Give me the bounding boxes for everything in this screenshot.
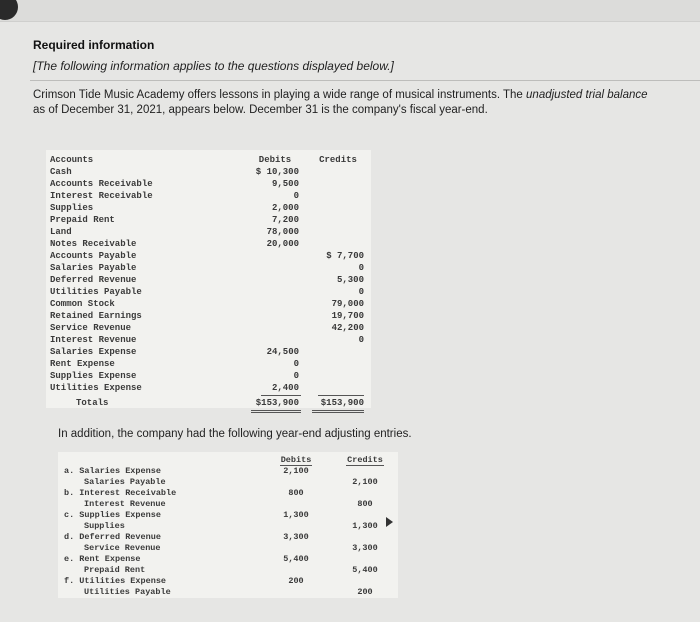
entry-debit: 800: [288, 488, 304, 498]
debits-header: Debits: [258, 155, 292, 165]
divider: [30, 80, 700, 81]
credit-value: 0: [358, 263, 364, 273]
account-name: Deferred Revenue: [50, 275, 137, 285]
debit-value: 20,000: [266, 239, 299, 249]
entry-credit: 1,300: [352, 521, 378, 531]
account-name: Service Revenue: [50, 323, 132, 333]
debit-value: 78,000: [266, 227, 299, 237]
list-item: [58, 565, 398, 576]
entry-account: Interest Revenue: [84, 499, 166, 509]
entry-account: Service Revenue: [84, 543, 161, 553]
entry-credit: 2,100: [352, 477, 378, 487]
account-name: Common Stock: [50, 299, 115, 309]
debit-value: 2,400: [271, 383, 299, 393]
adjusting-entries-intro: In addition, the company had the following year-end adjusting entries.: [58, 428, 412, 440]
intro-line2: as of December 31, 2021, appears below. December 31 is the company's fiscal year-end.: [33, 104, 488, 116]
credit-value: 42,200: [331, 323, 364, 333]
top-toolbar: [0, 0, 700, 22]
double-underline: [312, 412, 364, 413]
mouse-cursor-icon: [386, 517, 393, 527]
entry-account: f. Utilities Expense: [64, 576, 167, 586]
account-name: Salaries Expense: [50, 347, 137, 357]
problem-intro: [33, 88, 698, 118]
totals-credit: $153,900: [320, 398, 364, 408]
debit-value: 0: [293, 371, 299, 381]
entry-credit: 5,400: [352, 565, 378, 575]
account-name: Utilities Payable: [50, 287, 142, 297]
totals-row: [46, 397, 371, 409]
list-item: [58, 466, 398, 477]
accounts-header: Accounts: [50, 155, 94, 165]
table-row: [46, 190, 371, 202]
list-item: [58, 587, 398, 598]
credit-value: 5,300: [336, 275, 364, 285]
table-row: [46, 322, 371, 334]
adj-credits-header: Credits: [347, 455, 383, 465]
debit-value: 0: [293, 191, 299, 201]
account-name: Accounts Receivable: [50, 179, 153, 189]
list-item: [58, 477, 398, 488]
account-name: Interest Revenue: [50, 335, 137, 345]
credits-header: Credits: [319, 155, 357, 165]
intro-line1-emphasis: unadjusted trial balance: [526, 89, 648, 101]
credit-value: 0: [358, 335, 364, 345]
table-row: [46, 226, 371, 238]
account-name: Prepaid Rent: [50, 215, 115, 225]
table-row: [46, 382, 371, 394]
table-row: [46, 298, 371, 310]
account-name: Accounts Payable: [50, 251, 137, 261]
adj-debits-header: Debits: [280, 455, 312, 465]
debit-value: 24,500: [266, 347, 299, 357]
entry-credit: 200: [357, 587, 373, 597]
list-item: [58, 576, 398, 587]
required-info-heading: Required information: [33, 38, 155, 52]
table-row: [46, 274, 371, 286]
entry-account: c. Supplies Expense: [64, 510, 161, 520]
entry-debit: 3,300: [283, 532, 309, 542]
table-row: [46, 178, 371, 190]
table-row: [46, 358, 371, 370]
adjusting-entries: [58, 452, 398, 598]
entry-account: e. Rent Expense: [64, 554, 141, 564]
entry-debit: 5,400: [283, 554, 309, 564]
list-item: [58, 521, 398, 532]
entry-debit: 2,100: [283, 466, 309, 476]
account-name: Salaries Payable: [50, 263, 137, 273]
entry-account: Salaries Payable: [84, 477, 166, 487]
entry-debit: 1,300: [283, 510, 309, 520]
table-row: [46, 370, 371, 382]
account-name: Utilities Expense: [50, 383, 142, 393]
double-underline: [251, 412, 301, 413]
table-row: [46, 286, 371, 298]
info-subheading: [The following information applies to the questions displayed below.]: [33, 59, 394, 73]
header-underline: [346, 465, 384, 466]
debit-value: 7,200: [271, 215, 299, 225]
debit-value: $ 10,300: [255, 167, 299, 177]
list-item: [58, 532, 398, 543]
credit-value: 0: [358, 287, 364, 297]
intro-line1-start: Crimson Tide Music Academy offers lessons in playing a wide range of musical instruments. The: [33, 89, 527, 101]
account-name: Cash: [50, 167, 72, 177]
list-item: [58, 554, 398, 565]
table-row: [46, 202, 371, 214]
table-row: [46, 346, 371, 358]
account-name: Retained Earnings: [50, 311, 142, 321]
trial-balance-header: [46, 154, 371, 166]
account-name: Supplies: [50, 203, 94, 213]
underline: [261, 395, 301, 396]
credit-value: 19,700: [331, 311, 364, 321]
account-name: Supplies Expense: [50, 371, 137, 381]
entry-account: Utilities Payable: [84, 587, 171, 597]
account-name: Notes Receivable: [50, 239, 137, 249]
entry-debit: 200: [288, 576, 304, 586]
entry-account: Prepaid Rent: [84, 565, 146, 575]
account-name: Rent Expense: [50, 359, 115, 369]
table-row: [46, 310, 371, 322]
table-row: [46, 214, 371, 226]
list-item: [58, 499, 398, 510]
entry-account: a. Salaries Expense: [64, 466, 161, 476]
credit-value: 79,000: [331, 299, 364, 309]
entry-credit: 800: [357, 499, 373, 509]
entry-account: Supplies: [84, 521, 125, 531]
list-item: [58, 510, 398, 521]
table-row: [46, 334, 371, 346]
debit-value: 2,000: [271, 203, 299, 213]
double-underline: [312, 410, 364, 411]
account-name: Interest Receivable: [50, 191, 153, 201]
debit-value: 9,500: [271, 179, 299, 189]
totals-label: Totals: [76, 398, 109, 408]
table-row: [46, 166, 371, 178]
entry-account: d. Deferred Revenue: [64, 532, 161, 542]
list-item: [58, 543, 398, 554]
totals-debit: $153,900: [255, 398, 299, 408]
header-underline: [280, 465, 312, 466]
underline: [318, 395, 364, 396]
entry-account: b. Interest Receivable: [64, 488, 177, 498]
unadjusted-trial-balance: [46, 150, 371, 408]
list-item: [58, 488, 398, 499]
account-name: Land: [50, 227, 72, 237]
table-row: [46, 250, 371, 262]
debit-value: 0: [293, 359, 299, 369]
table-row: [46, 238, 371, 250]
entry-credit: 3,300: [352, 543, 378, 553]
double-underline: [251, 410, 301, 411]
table-row: [46, 262, 371, 274]
credit-value: $ 7,700: [326, 251, 364, 261]
